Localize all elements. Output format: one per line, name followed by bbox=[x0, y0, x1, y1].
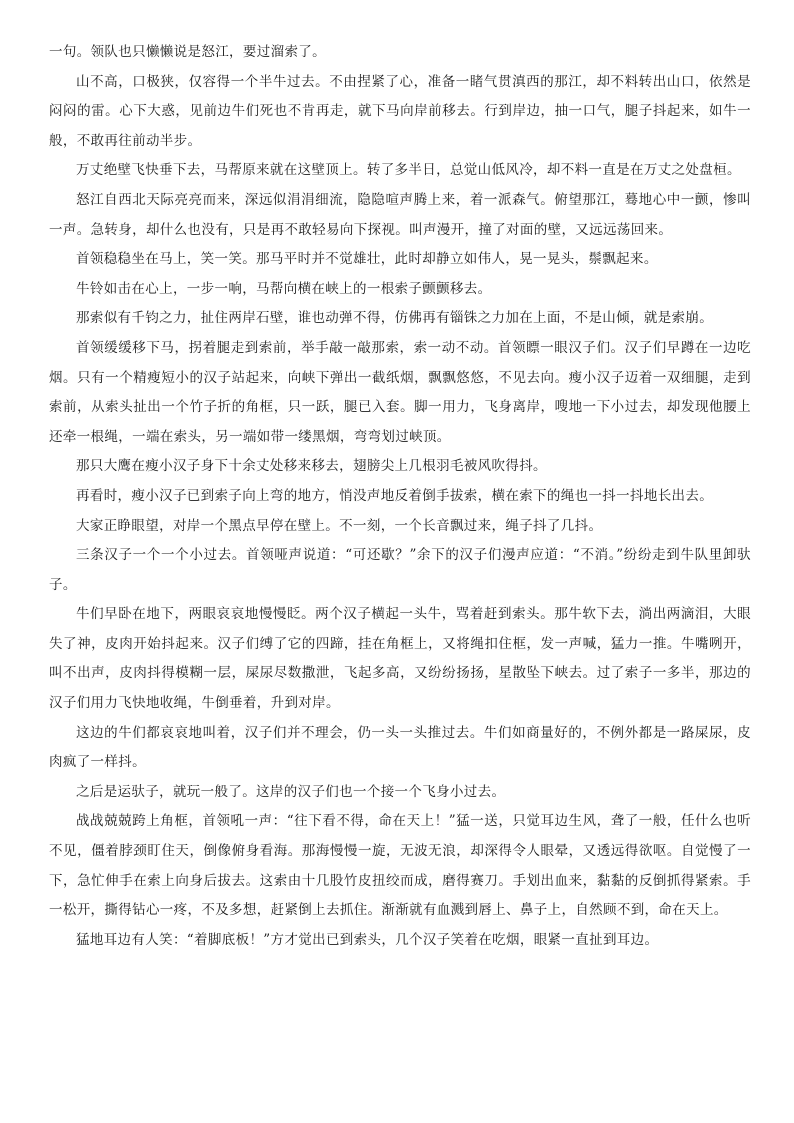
paragraph: 山不高，口极狭，仅容得一个半牛过去。不由捏紧了心，准备一睹气贯滇西的那江，却不料转出山口，依然是闷闷的雷。心下大惑，见前边牛们死也不肯再走，就下马向岸前移去。行到岸边，抽一口气，腿子抖起来，如牛一般，不敢再往前动半步。 bbox=[49, 73, 751, 149]
article-body bbox=[49, 38, 751, 955]
paragraph: 牛们早卧在地下，两眼哀哀地慢慢眨。两个汉子横起一头牛，骂着赶到索头。那牛软下去，淌出两滴泪，大眼失了神，皮肉开始抖起来。汉子们缚了它的四蹄，挂在角框上，又将绳扣住框，发一声喊，猛力一推。牛嘴咧开，叫不出声，皮肉抖得模糊一层，屎尿尽数撒泄，飞起多高，又纷纷扬扬，星散坠下峡去。过了索子一多半，那边的汉子们用力飞快地收绳，牛倒垂着，升到对岸。 bbox=[49, 606, 751, 712]
paragraph: 一句。领队也只懒懒说是怒江，要过溜索了。 bbox=[49, 44, 326, 60]
paragraph: 怒江自西北天际亮亮而来，深远似涓涓细流，隐隐喧声腾上来，着一派森气。俯望那江，蓦地心中一颤，惨叫一声。急转身，却什么也没有，只是再不敢轻易向下探视。叫声漫开，撞了对面的壁，又远远荡回来。 bbox=[49, 191, 751, 238]
paragraph: 首领稳稳坐在马上，笑一笑。那马平时并不觉雄壮，此时却静立如伟人，晃一晃头，鬃飘起来。 bbox=[76, 251, 658, 268]
paragraph: 战战兢兢跨上角框，首领吼一声：“往下看不得，命在天上！”猛一送，只觉耳边生风，聋了一般，任什么也听不见，僵着脖颈盯住天，倒像俯身看海。那海慢慢一旋，无波无浪，却深得令人眼晕，又透远得欲呕。自觉慢了一下，急忙伸手在索上向身后拔去。这索由十几股竹皮扭绞而成，磨得赛刀。手划出血来，黏黏的反倒抓得紧索。手一松开，撕得钻心一疼，不及多想，赶紧倒上去抓住。渐渐就有血溅到唇上、鼻子上，自然顾不到，命在天上。 bbox=[49, 813, 751, 919]
paragraph: 那索似有千钧之力，扯住两岸石壁，谁也动弹不得，仿佛再有锱铢之力加在上面，不是山倾，就是索崩。 bbox=[76, 310, 714, 327]
paragraph: 大家正睁眼望，对岸一个黑点早停在壁上。不一刻，一个长音飘过来，绳子抖了几抖。 bbox=[76, 517, 603, 534]
paragraph: 三条汉子一个一个小过去。首领哑声说道：“可还歇？”余下的汉子们漫声应道：“不消。”纷纷走到牛队里卸驮子。 bbox=[49, 547, 751, 593]
paragraph: 之后是运驮子，就玩一般了。这岸的汉子们也一个接一个飞身小过去。 bbox=[76, 783, 506, 800]
paragraph: 万丈绝壁飞快垂下去，马帮原来就在这壁顶上。转了多半日，总觉山低风冷，却不料一直是在万丈之处盘桓。 bbox=[76, 162, 741, 179]
paragraph: 首领缓缓移下马，拐着腿走到索前，举手敲一敲那索，索一动不动。首领瞟一眼汉子们。汉子们早蹲在一边吃烟。只有一个精瘦短小的汉子站起来，向峡下弹出一截纸烟，飘飘悠悠，不见去向。瘦小汉子迈着一双细腿，走到索前，从索头扯出一个竹子折的角框，只一跃，腿已入套。脚一用力，飞身离岸，嗖地一下小过去，却发现他腰上还牵一根绳，一端在索头，另一端如带一缕黑烟，弯弯划过峡顶。 bbox=[49, 339, 751, 445]
paragraph: 这边的牛们都哀哀地叫着，汉子们并不理会，仍一头一头推过去。牛们如商量好的，不例外都是一路屎尿，皮肉疯了一样抖。 bbox=[49, 724, 751, 771]
paragraph: 牛铃如击在心上，一步一响，马帮向横在峡上的一根索子颤颤移去。 bbox=[76, 280, 492, 297]
paragraph: 那只大鹰在瘦小汉子身下十余丈处移来移去，翅膀尖上几根羽毛被风吹得抖。 bbox=[76, 458, 547, 475]
paragraph: 再看时，瘦小汉子已到索子向上弯的地方，悄没声地反着倒手拔索，横在索下的绳也一抖一抖地长出去。 bbox=[76, 487, 714, 504]
paragraph: 猛地耳边有人笑：“着脚底板！”方才觉出已到索头，几个汉子笑着在吃烟，眼紧一直扯到耳边。 bbox=[76, 931, 659, 948]
